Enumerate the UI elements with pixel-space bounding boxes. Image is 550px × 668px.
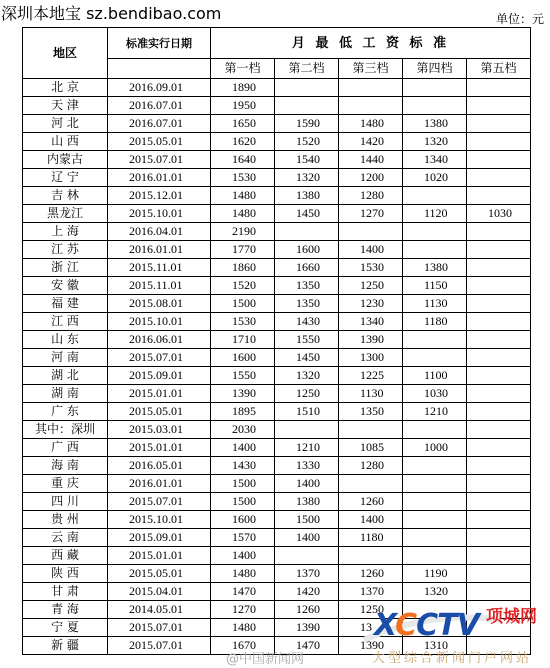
xcctv-wordmark-text: XCCTV <box>374 608 479 643</box>
cell-tier-2: 1350 <box>275 277 339 295</box>
cell-tier-2: 1390 <box>275 619 339 637</box>
xcctv-logo <box>360 600 550 668</box>
cell-tier-3: 1370 <box>339 583 403 601</box>
cell-tier-1: 1550 <box>211 367 275 385</box>
cell-tier-5 <box>467 259 531 277</box>
cell-tier-1: 1500 <box>211 493 275 511</box>
cell-date: 2015.08.01 <box>108 295 211 313</box>
cell-tier-1: 1270 <box>211 601 275 619</box>
chinanews-watermark: @中国新闻网 <box>226 652 305 667</box>
cell-region: 四 川 <box>23 493 108 511</box>
cell-tier-4: 1320 <box>403 133 467 151</box>
table-row <box>23 97 531 115</box>
cell-tier-1: 1890 <box>211 79 275 97</box>
cell-tier-1: 1860 <box>211 259 275 277</box>
cell-tier-2: 1520 <box>275 133 339 151</box>
cell-tier-4: 1320 <box>403 583 467 601</box>
cell-tier-3: 1400 <box>339 241 403 259</box>
cell-tier-2: 1600 <box>275 241 339 259</box>
cell-tier-4: 1130 <box>403 295 467 313</box>
cell-tier-3: 1260 <box>339 565 403 583</box>
cell-tier-4 <box>403 457 467 475</box>
cell-tier-4: 1100 <box>403 367 467 385</box>
cell-region: 北 京 <box>23 79 108 97</box>
cell-region: 河 北 <box>23 115 108 133</box>
cell-tier-4: 1030 <box>403 385 467 403</box>
table-row <box>23 259 531 277</box>
cell-tier-3: 13 <box>339 619 403 637</box>
table-row <box>23 349 531 367</box>
cell-tier-3: 1260 <box>339 493 403 511</box>
cell-region: 山 东 <box>23 331 108 349</box>
cell-tier-3: 1350 <box>339 403 403 421</box>
cell-tier-4: 1120 <box>403 205 467 223</box>
cell-tier-3 <box>339 97 403 115</box>
cell-tier-1: 1620 <box>211 133 275 151</box>
cell-tier-2 <box>275 421 339 439</box>
cell-region: 其中：深圳 <box>23 421 108 439</box>
cell-region: 重 庆 <box>23 475 108 493</box>
cell-tier-4 <box>403 241 467 259</box>
table-row <box>23 241 531 259</box>
cell-date: 2015.10.01 <box>108 205 211 223</box>
cell-tier-2: 1500 <box>275 511 339 529</box>
cell-tier-5 <box>467 385 531 403</box>
cell-date: 2015.04.01 <box>108 583 211 601</box>
cell-tier-5 <box>467 169 531 187</box>
table-row <box>23 583 531 601</box>
cell-region: 江 西 <box>23 313 108 331</box>
cell-region: 广 东 <box>23 403 108 421</box>
cell-date: 2015.10.01 <box>108 511 211 529</box>
cell-region: 海 南 <box>23 457 108 475</box>
cell-tier-2: 1550 <box>275 331 339 349</box>
cell-tier-3 <box>339 79 403 97</box>
cell-date: 2016.01.01 <box>108 241 211 259</box>
cell-tier-2: 1320 <box>275 169 339 187</box>
table-row <box>23 511 531 529</box>
cell-tier-1: 1670 <box>211 637 275 655</box>
table-row <box>23 331 531 349</box>
cell-date: 2016.01.01 <box>108 475 211 493</box>
cell-tier-2: 1250 <box>275 385 339 403</box>
cell-region: 西 藏 <box>23 547 108 565</box>
table-row <box>23 79 531 97</box>
cell-tier-1: 1390 <box>211 385 275 403</box>
cell-tier-3: 1390 <box>339 637 403 655</box>
table-row <box>23 187 531 205</box>
cell-tier-1: 1600 <box>211 511 275 529</box>
cell-tier-4 <box>403 187 467 205</box>
cell-tier-5 <box>467 79 531 97</box>
cell-tier-2: 1430 <box>275 313 339 331</box>
cell-tier-4 <box>403 79 467 97</box>
cell-date: 2015.11.01 <box>108 277 211 295</box>
header-region: 地区 <box>23 28 108 79</box>
cell-region: 江 苏 <box>23 241 108 259</box>
cell-tier-2: 1380 <box>275 493 339 511</box>
cell-tier-2: 1420 <box>275 583 339 601</box>
cell-tier-5 <box>467 133 531 151</box>
cell-tier-5 <box>467 457 531 475</box>
cell-region: 内蒙古 <box>23 151 108 169</box>
header-tier-4: 第四档 <box>403 59 467 79</box>
table-row <box>23 529 531 547</box>
cell-tier-1: 1530 <box>211 313 275 331</box>
cell-tier-2: 1260 <box>275 601 339 619</box>
cell-tier-4: 1210 <box>403 403 467 421</box>
cell-tier-5 <box>467 115 531 133</box>
cell-region: 青 海 <box>23 601 108 619</box>
cell-tier-5 <box>467 277 531 295</box>
table-row <box>23 277 531 295</box>
cell-tier-1: 1520 <box>211 277 275 295</box>
table-row <box>23 295 531 313</box>
cell-tier-4 <box>403 511 467 529</box>
table-row <box>23 385 531 403</box>
cell-tier-1: 2190 <box>211 223 275 241</box>
table-row <box>23 223 531 241</box>
cell-date: 2015.05.01 <box>108 133 211 151</box>
cell-date: 2015.05.01 <box>108 565 211 583</box>
cell-tier-1: 1710 <box>211 331 275 349</box>
table-row <box>23 313 531 331</box>
cell-tier-1: 1895 <box>211 403 275 421</box>
cell-tier-4: 1180 <box>403 313 467 331</box>
cell-tier-2: 1350 <box>275 295 339 313</box>
cell-tier-2: 1400 <box>275 475 339 493</box>
cell-tier-3 <box>339 547 403 565</box>
cell-tier-3 <box>339 421 403 439</box>
cell-tier-4 <box>403 97 467 115</box>
cell-date: 2015.07.01 <box>108 349 211 367</box>
cell-tier-2: 1450 <box>275 349 339 367</box>
cell-tier-1: 1470 <box>211 583 275 601</box>
cell-tier-2: 1590 <box>275 115 339 133</box>
table-row <box>23 367 531 385</box>
cell-date: 2016.09.01 <box>108 79 211 97</box>
cell-tier-3: 1280 <box>339 457 403 475</box>
cell-date: 2015.07.01 <box>108 619 211 637</box>
cell-region: 辽 宁 <box>23 169 108 187</box>
cell-tier-1: 1640 <box>211 151 275 169</box>
cell-date: 2016.01.01 <box>108 169 211 187</box>
cell-tier-2: 1540 <box>275 151 339 169</box>
cell-tier-1: 1430 <box>211 457 275 475</box>
xcctv-chinese-name: 项城网 <box>486 607 537 627</box>
cell-tier-2 <box>275 79 339 97</box>
cell-date: 2015.10.01 <box>108 313 211 331</box>
cell-date: 2015.07.01 <box>108 151 211 169</box>
header-tier-2: 第二档 <box>275 59 339 79</box>
cell-date: 2015.09.01 <box>108 367 211 385</box>
unit-label: 单位：元 <box>495 12 544 26</box>
site-watermark: 深圳本地宝 sz.bendibao.com <box>1 4 222 23</box>
cell-date: 2014.05.01 <box>108 601 211 619</box>
cell-tier-2: 1400 <box>275 529 339 547</box>
cell-tier-3: 1400 <box>339 511 403 529</box>
cell-date: 2015.01.01 <box>108 547 211 565</box>
cell-tier-5 <box>467 511 531 529</box>
table-body <box>23 79 531 655</box>
cell-tier-4 <box>403 547 467 565</box>
cell-tier-4: 1150 <box>403 277 467 295</box>
cell-date: 2015.01.01 <box>108 385 211 403</box>
cell-date: 2016.07.01 <box>108 97 211 115</box>
cell-tier-5 <box>467 547 531 565</box>
cell-tier-2 <box>275 97 339 115</box>
cell-date: 2016.04.01 <box>108 223 211 241</box>
cell-tier-2: 1470 <box>275 637 339 655</box>
cell-tier-2: 1660 <box>275 259 339 277</box>
cell-date: 2015.09.01 <box>108 529 211 547</box>
minimum-wage-table <box>22 27 531 655</box>
cell-tier-5: 1030 <box>467 205 531 223</box>
xcctv-wordmark <box>374 608 479 643</box>
cell-tier-4 <box>403 475 467 493</box>
table-row <box>23 169 531 187</box>
table-row <box>23 421 531 439</box>
cell-tier-5 <box>467 403 531 421</box>
cell-region: 陕 西 <box>23 565 108 583</box>
cell-region: 湖 南 <box>23 385 108 403</box>
table-row <box>23 439 531 457</box>
cell-tier-4 <box>403 529 467 547</box>
table-row <box>23 493 531 511</box>
cell-tier-5 <box>467 439 531 457</box>
cell-tier-5 <box>467 223 531 241</box>
cell-tier-5 <box>467 187 531 205</box>
cell-tier-3: 1340 <box>339 313 403 331</box>
cell-tier-3: 1250 <box>339 601 403 619</box>
header-tier-1: 第一档 <box>211 59 275 79</box>
cell-tier-2: 1510 <box>275 403 339 421</box>
cell-region: 天 津 <box>23 97 108 115</box>
cell-date: 2015.12.01 <box>108 187 211 205</box>
cell-tier-3: 1280 <box>339 187 403 205</box>
table-row <box>23 547 531 565</box>
cell-tier-3: 1390 <box>339 331 403 349</box>
cell-tier-3: 1440 <box>339 151 403 169</box>
cell-tier-1: 1400 <box>211 439 275 457</box>
header-date: 标准实行日期 <box>108 28 211 59</box>
cell-tier-4 <box>403 493 467 511</box>
cell-tier-5 <box>467 295 531 313</box>
cell-region: 浙 江 <box>23 259 108 277</box>
cell-tier-3: 1300 <box>339 349 403 367</box>
cell-tier-4: 1380 <box>403 259 467 277</box>
cell-tier-1: 1480 <box>211 205 275 223</box>
cell-date: 2015.05.01 <box>108 403 211 421</box>
cell-tier-1: 2030 <box>211 421 275 439</box>
cell-tier-5 <box>467 529 531 547</box>
cell-tier-3: 1250 <box>339 277 403 295</box>
cell-tier-4: 1000 <box>403 439 467 457</box>
cell-date: 2015.03.01 <box>108 421 211 439</box>
cell-region: 新 疆 <box>23 637 108 655</box>
table-row <box>23 403 531 421</box>
cell-tier-2: 1320 <box>275 367 339 385</box>
cell-region: 贵 州 <box>23 511 108 529</box>
cell-tier-4: 1380 <box>403 115 467 133</box>
cell-tier-5 <box>467 349 531 367</box>
cell-date: 2016.06.01 <box>108 331 211 349</box>
cell-tier-2 <box>275 547 339 565</box>
cell-region: 黑龙江 <box>23 205 108 223</box>
cell-tier-5 <box>467 421 531 439</box>
cell-tier-1: 1400 <box>211 547 275 565</box>
cell-tier-4: 1340 <box>403 151 467 169</box>
cell-tier-5 <box>467 313 531 331</box>
cell-tier-1: 1480 <box>211 619 275 637</box>
header-tier-3: 第三档 <box>339 59 403 79</box>
table-row <box>23 457 531 475</box>
cell-tier-3: 1085 <box>339 439 403 457</box>
cell-region: 湖 北 <box>23 367 108 385</box>
cell-tier-2 <box>275 223 339 241</box>
cell-tier-4: 1020 <box>403 169 467 187</box>
cell-tier-1: 1570 <box>211 529 275 547</box>
cell-date: 2015.07.01 <box>108 493 211 511</box>
cell-tier-3: 1530 <box>339 259 403 277</box>
cell-tier-3: 1230 <box>339 295 403 313</box>
cell-tier-5 <box>467 493 531 511</box>
cell-tier-5 <box>467 241 531 259</box>
cell-region: 广 西 <box>23 439 108 457</box>
cell-tier-1: 1530 <box>211 169 275 187</box>
cell-region: 福 建 <box>23 295 108 313</box>
cell-region: 宁 夏 <box>23 619 108 637</box>
table-row <box>23 475 531 493</box>
cell-date: 2015.11.01 <box>108 259 211 277</box>
cell-tier-3 <box>339 475 403 493</box>
cell-tier-1: 1950 <box>211 97 275 115</box>
table-row <box>23 565 531 583</box>
cell-tier-3: 1180 <box>339 529 403 547</box>
table-row <box>23 133 531 151</box>
cell-tier-5 <box>467 583 531 601</box>
cell-tier-1: 1480 <box>211 187 275 205</box>
table-row <box>23 151 531 169</box>
cell-region: 安 徽 <box>23 277 108 295</box>
cell-region: 山 西 <box>23 133 108 151</box>
cell-region: 甘 肃 <box>23 583 108 601</box>
table-row <box>23 115 531 133</box>
cell-date: 2016.07.01 <box>108 115 211 133</box>
cell-tier-2: 1380 <box>275 187 339 205</box>
table-row <box>23 205 531 223</box>
cell-tier-4 <box>403 331 467 349</box>
cell-tier-1: 1770 <box>211 241 275 259</box>
cell-date: 2015.01.01 <box>108 439 211 457</box>
cell-tier-1: 1600 <box>211 349 275 367</box>
cell-tier-2: 1330 <box>275 457 339 475</box>
xcctv-tagline: 大型综合新闻门户网站 <box>372 651 533 666</box>
cell-region: 云 南 <box>23 529 108 547</box>
cell-tier-5 <box>467 367 531 385</box>
cell-tier-2: 1210 <box>275 439 339 457</box>
cell-tier-5 <box>467 97 531 115</box>
cell-region: 吉 林 <box>23 187 108 205</box>
cell-date: 2016.05.01 <box>108 457 211 475</box>
cell-tier-3: 1200 <box>339 169 403 187</box>
cell-tier-5 <box>467 565 531 583</box>
header-tier-5: 第五档 <box>467 59 531 79</box>
header-date-blank <box>108 59 211 79</box>
cell-tier-3: 1480 <box>339 115 403 133</box>
cell-tier-1: 1650 <box>211 115 275 133</box>
cell-tier-4 <box>403 421 467 439</box>
cell-tier-5 <box>467 475 531 493</box>
cell-region: 上 海 <box>23 223 108 241</box>
cell-tier-4 <box>403 349 467 367</box>
cell-tier-3: 1420 <box>339 133 403 151</box>
cell-tier-2: 1450 <box>275 205 339 223</box>
header-wage-group: 月 最 低 工 资 标 准 <box>211 28 531 59</box>
cell-tier-1: 1500 <box>211 295 275 313</box>
cell-tier-3: 1225 <box>339 367 403 385</box>
cell-tier-3: 1130 <box>339 385 403 403</box>
cell-tier-1: 1500 <box>211 475 275 493</box>
cell-tier-3: 1270 <box>339 205 403 223</box>
cell-region: 河 南 <box>23 349 108 367</box>
cell-tier-4: 1310 <box>403 637 467 655</box>
cell-tier-2: 1370 <box>275 565 339 583</box>
cell-tier-1: 1480 <box>211 565 275 583</box>
cell-tier-5 <box>467 331 531 349</box>
cell-tier-4: 1190 <box>403 565 467 583</box>
cell-tier-4 <box>403 223 467 241</box>
cell-tier-3 <box>339 223 403 241</box>
cell-tier-5 <box>467 151 531 169</box>
cell-date: 2015.07.01 <box>108 637 211 655</box>
